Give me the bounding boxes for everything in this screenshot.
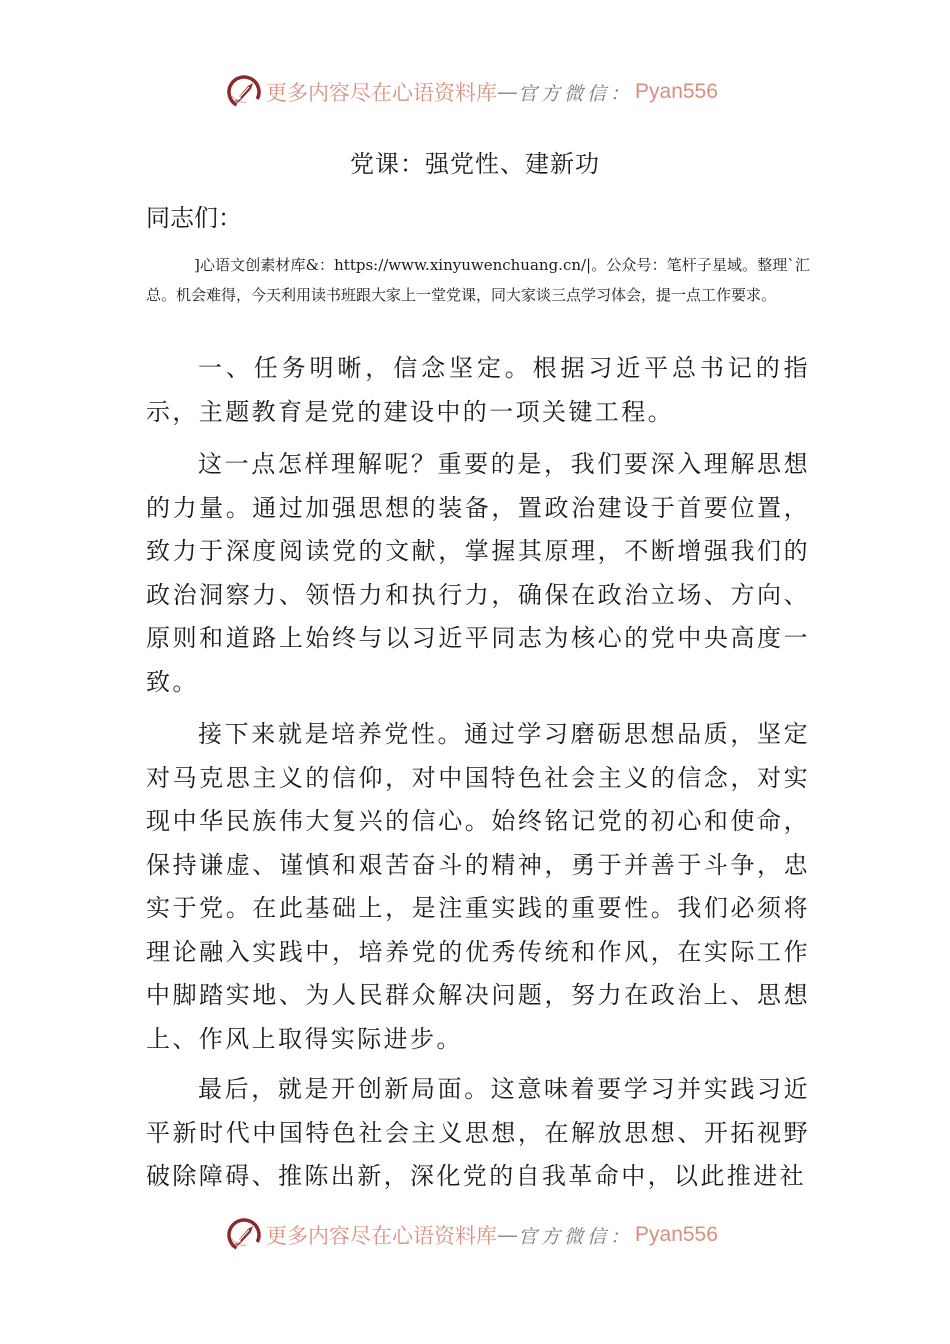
body-paragraph: 这一点怎样理解呢？重要的是，我们要深入理解思想的力量。通过加强思想的装备，置政治建设于首要位置，致力于深度阅读党的文献，掌握其原理，不断增强我们的政治洞察力、领悟力和执行力，确保在政治立场、方向、原则和道路上始终与以习近平同志为核心的党中央高度一致。: [146, 450, 810, 696]
quill-pen-logo-icon: [226, 74, 262, 110]
body-paragraph: 最后，就是开创新局面。这意味着要学习并实践习近平新时代中国特色社会主义思想，在解放思想、开拓视野破除障碍、推陈出新，深化党的自我革命中，以此推进社: [146, 1075, 810, 1190]
watermark-separator: —: [497, 1223, 518, 1247]
watermark-banner-bottom: [226, 1213, 718, 1257]
watermark-wechat-label: 官方微信：: [518, 82, 634, 105]
body-paragraph: 接下来就是培养党性。通过学习磨砺思想品质，坚定对马克思主义的信仰，对中国特色社会主义的信念，对实现中华民族伟大复兴的信心。始终铭记党的初心和使命，保持谦虚、谨慎和艰苦奋斗的精神，勇于并善于斗争，忠实于党。在此基础上，是注重实践的重要性。我们必须将理论融入实践中，培养党的优秀传统和作风，在实际工作中脚踏实地、为人民群众解决问题，努力在政治上、思想上、作风上取得实际进步。: [146, 720, 810, 1053]
watermark-brand-text: 更多内容尽在心语资料库: [266, 1224, 497, 1248]
watermark-wechat-id: Pyan556: [635, 1223, 718, 1246]
watermark-wechat-label: 官方微信：: [518, 1225, 634, 1248]
body-paragraph: 一、任务明晰，信念坚定。根据习近平总书记的指示，主题教育是党的建设中的一项关键工程。: [146, 354, 810, 426]
watermark-wechat-id: Pyan556: [635, 80, 718, 103]
watermark-brand-text: 更多内容尽在心语资料库: [266, 81, 497, 105]
quill-pen-logo-icon: [226, 1217, 262, 1253]
watermark-banner-top: [226, 70, 718, 114]
document-title: 党课：强党性、建新功: [350, 150, 600, 178]
intro-paragraph: ]心语文创素材库&：https://www.xinyuwenchuang.cn/|。公众号：笔杆子星域。整理`汇总。机会难得，今天利用读书班跟大家上一堂党课，同大家谈三点学习体会，提一点工作要求。: [146, 256, 810, 304]
watermark-separator: —: [497, 80, 518, 104]
salutation: 同志们：: [146, 204, 242, 232]
